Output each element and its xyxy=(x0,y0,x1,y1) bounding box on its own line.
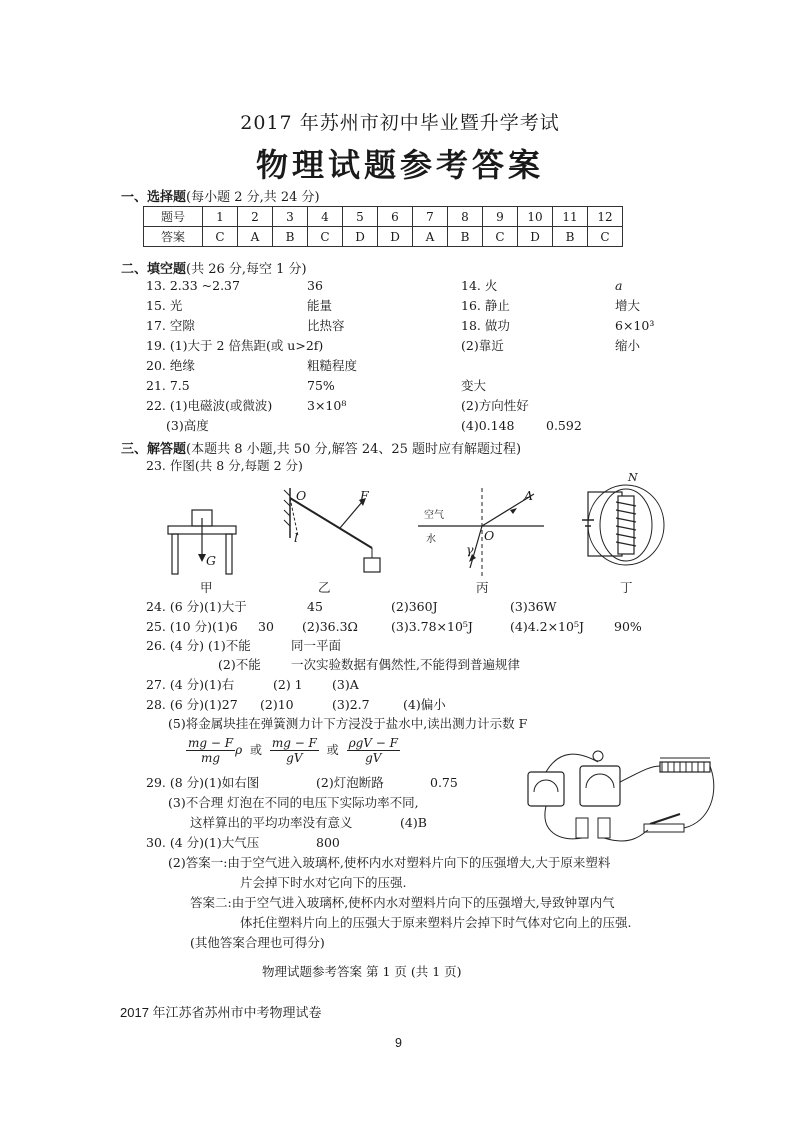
table-cell: 12 xyxy=(588,207,623,227)
answer-15a: 15. 光 xyxy=(146,298,183,313)
section2-title: 二、填空题 xyxy=(121,262,187,277)
fraction-2-numerator: mg − F xyxy=(271,736,317,750)
answer-30d: 片会掉下时水对它向下的压强. xyxy=(240,875,407,890)
label-F: F xyxy=(360,488,369,503)
answer-19c: 缩小 xyxy=(615,338,641,353)
table-cell: B xyxy=(448,227,483,247)
answer-29e: 这样算出的平均功率没有意义 xyxy=(190,815,353,830)
choice-answer-table xyxy=(143,206,623,247)
figure-label-yi: 乙 xyxy=(318,580,331,595)
answer-14a: 14. 火 xyxy=(461,278,498,293)
label-gamma: γ xyxy=(466,542,474,557)
table-cell: 10 xyxy=(518,207,553,227)
table-cell: B xyxy=(553,227,588,247)
document-caption: 2017 年江苏省苏州市中考物理试卷 xyxy=(120,1005,322,1020)
section1-note: (每小题 2 分,共 24 分) xyxy=(186,190,320,205)
answer-25b: 30 xyxy=(258,619,274,634)
fraction-3 xyxy=(347,736,400,765)
answer-26d: 一次实验数据有偶然性,不能得到普遍规律 xyxy=(291,657,520,672)
answer-18a: 18. 做功 xyxy=(461,318,510,333)
fraction-1-denominator: mg xyxy=(201,751,221,765)
answer-19a: 19. (1)大于 2 倍焦距(或 u>2f) xyxy=(146,338,324,353)
fraction-2 xyxy=(270,736,319,765)
table-cell: 9 xyxy=(483,207,518,227)
fraction-3-denominator: gV xyxy=(365,751,382,765)
section1-title: 一、选择题 xyxy=(121,190,187,205)
table-cell: 2 xyxy=(238,207,273,227)
figure-electromagnet-diagram xyxy=(582,484,672,574)
table-cell: 8 xyxy=(448,207,483,227)
answer-13b: 36 xyxy=(307,278,323,293)
table-cell: 11 xyxy=(553,207,588,227)
answer-30a: 30. (4 分)(1)大气压 xyxy=(146,835,260,850)
table-cell: A xyxy=(238,227,273,247)
answer-19b: (2)靠近 xyxy=(461,338,504,353)
table-cell: C xyxy=(483,227,518,247)
answer-21b: 75% xyxy=(307,378,335,393)
answer-30e: 答案二:由于空气进入玻璃杯,使杯内水对塑料片向下的压强增大,导致钟罩内气 xyxy=(190,895,615,910)
figure-label-ding: 丁 xyxy=(620,580,633,595)
answer-27b: (2) 1 xyxy=(273,677,303,692)
answer-22f: 0.592 xyxy=(546,418,582,433)
answer-22e: (4)0.148 xyxy=(461,418,515,433)
table-cell: A xyxy=(413,227,448,247)
answer-29d: (3)不合理 灯泡在不同的电压下实际功率不同, xyxy=(168,795,419,810)
table-cell: 4 xyxy=(308,207,343,227)
answer-16a: 16. 静止 xyxy=(461,298,510,313)
label-O-lever: O xyxy=(296,488,307,503)
rho-symbol: ρ xyxy=(235,743,243,757)
answer-20b: 粗糙程度 xyxy=(307,358,358,373)
answer-28c: (3)2.7 xyxy=(332,697,370,712)
table-row-answers xyxy=(144,227,623,247)
fraction-3-numerator: ρgV − F xyxy=(348,736,398,750)
answer-29f: (4)B xyxy=(400,815,427,830)
section2-heading xyxy=(121,258,307,277)
answer-30b: 800 xyxy=(316,835,340,850)
answer-25a: 25. (10 分)(1)6 xyxy=(146,619,238,634)
answer-28e: (5)将金属块挂在弹簧测力计下方浸没于盐水中,读出测力计示数 F xyxy=(168,716,528,731)
answer-28a: 28. (6 分)(1)27 xyxy=(146,697,238,712)
label-water: 水 xyxy=(426,534,436,545)
answer-26c: (2)不能 xyxy=(218,657,261,672)
fraction-1-numerator: mg − F xyxy=(188,736,234,750)
table-cell: C xyxy=(203,227,238,247)
answer-24d: (3)36W xyxy=(510,599,557,614)
answer-16b: 增大 xyxy=(615,298,641,313)
table-row-label: 答案 xyxy=(144,227,203,247)
or-word: 或 xyxy=(326,743,339,757)
answer-24c: (2)360J xyxy=(391,599,438,614)
answer-28d: (4)偏小 xyxy=(403,697,446,712)
table-cell: 5 xyxy=(343,207,378,227)
answer-21a: 21. 7.5 xyxy=(146,378,190,393)
answer-21c: 变大 xyxy=(461,378,487,393)
label-G: G xyxy=(206,553,216,568)
answer-23: 23. 作图(共 8 分,每题 2 分) xyxy=(146,458,303,473)
section3-heading xyxy=(121,438,521,457)
answer-25d: (3)3.78×10⁵J xyxy=(391,619,473,634)
table-cell: 6 xyxy=(378,207,413,227)
answer-28b: (2)10 xyxy=(260,697,294,712)
table-row-label: 题号 xyxy=(144,207,203,227)
label-O-refraction: O xyxy=(484,528,495,543)
table-cell: 1 xyxy=(203,207,238,227)
answer-20a: 20. 绝缘 xyxy=(146,358,195,373)
answer-14b: a xyxy=(615,278,623,293)
table-row-numbers xyxy=(144,207,623,227)
circuit-diagram xyxy=(520,742,720,852)
table-cell: 7 xyxy=(413,207,448,227)
answer-13a: 13. 2.33 ~2.37 xyxy=(146,278,240,293)
answer-22a: 22. (1)电磁波(或微波) xyxy=(146,398,273,413)
answer-22d: (3)高度 xyxy=(166,418,209,433)
table-cell: C xyxy=(588,227,623,247)
answer-29a: 29. (8 分)(1)如右图 xyxy=(146,775,260,790)
answer-27c: (3)A xyxy=(332,677,359,692)
or-word: 或 xyxy=(249,743,262,757)
label-air: 空气 xyxy=(424,510,444,521)
answer-key-title: 物理试题参考答案 xyxy=(255,146,544,184)
answer-30g: (其他答案合理也可得分) xyxy=(190,935,325,950)
label-A: A xyxy=(524,488,534,503)
answer-25e: (4)4.2×10⁵J xyxy=(510,619,584,634)
answer-29b: (2)灯泡断路 xyxy=(316,775,384,790)
table-cell: B xyxy=(273,227,308,247)
figure-label-jia: 甲 xyxy=(200,580,213,595)
answer-24b: 45 xyxy=(307,599,323,614)
label-N: N xyxy=(628,471,638,484)
figure-table-diagram xyxy=(160,500,250,590)
answer-26b: 同一平面 xyxy=(291,638,342,653)
answer-22c: (2)方向性好 xyxy=(461,398,529,413)
fraction-1 xyxy=(186,736,235,765)
section3-note: (本题共 8 小题,共 50 分,解答 24、25 题时应有解题过程) xyxy=(186,442,522,457)
answer-25f: 90% xyxy=(614,619,642,634)
answer-22b: 3×10⁸ xyxy=(307,398,347,413)
answer-18b: 6×10³ xyxy=(615,318,655,333)
table-cell: D xyxy=(343,227,378,247)
label-l: l xyxy=(294,530,298,545)
exam-title: 2017 年苏州市初中毕业暨升学考试 xyxy=(240,112,560,134)
table-cell: D xyxy=(518,227,553,247)
answer-15b: 能量 xyxy=(307,298,333,313)
answer-17b: 比热容 xyxy=(307,318,345,333)
page-footer: 物理试题参考答案 第 1 页 (共 1 页) xyxy=(262,964,462,979)
section2-note: (共 26 分,每空 1 分) xyxy=(186,262,307,277)
section3-title: 三、解答题 xyxy=(121,442,187,457)
table-cell: 3 xyxy=(273,207,308,227)
answer-27a: 27. (4 分)(1)右 xyxy=(146,677,235,692)
page-number: 9 xyxy=(395,1036,402,1050)
answer-28-formulas xyxy=(186,736,400,765)
answer-26a: 26. (4 分) (1)不能 xyxy=(146,638,251,653)
answer-25c: (2)36.3Ω xyxy=(302,619,358,634)
figure-label-bing: 丙 xyxy=(476,580,489,595)
section1-heading xyxy=(121,186,320,205)
answer-29c: 0.75 xyxy=(430,775,458,790)
table-cell: D xyxy=(378,227,413,247)
answer-30f: 体托住塑料片向上的压强大于原来塑料片会掉下时气体对它向上的压强. xyxy=(240,915,632,930)
answer-17a: 17. 空隙 xyxy=(146,318,195,333)
table-cell: C xyxy=(308,227,343,247)
fraction-2-denominator: gV xyxy=(286,751,303,765)
answer-30c: (2)答案一:由于空气进入玻璃杯,使杯内水对塑料片向下的压强增大,大于原来塑料 xyxy=(168,855,611,870)
answer-24a: 24. (6 分)(1)大于 xyxy=(146,599,247,614)
